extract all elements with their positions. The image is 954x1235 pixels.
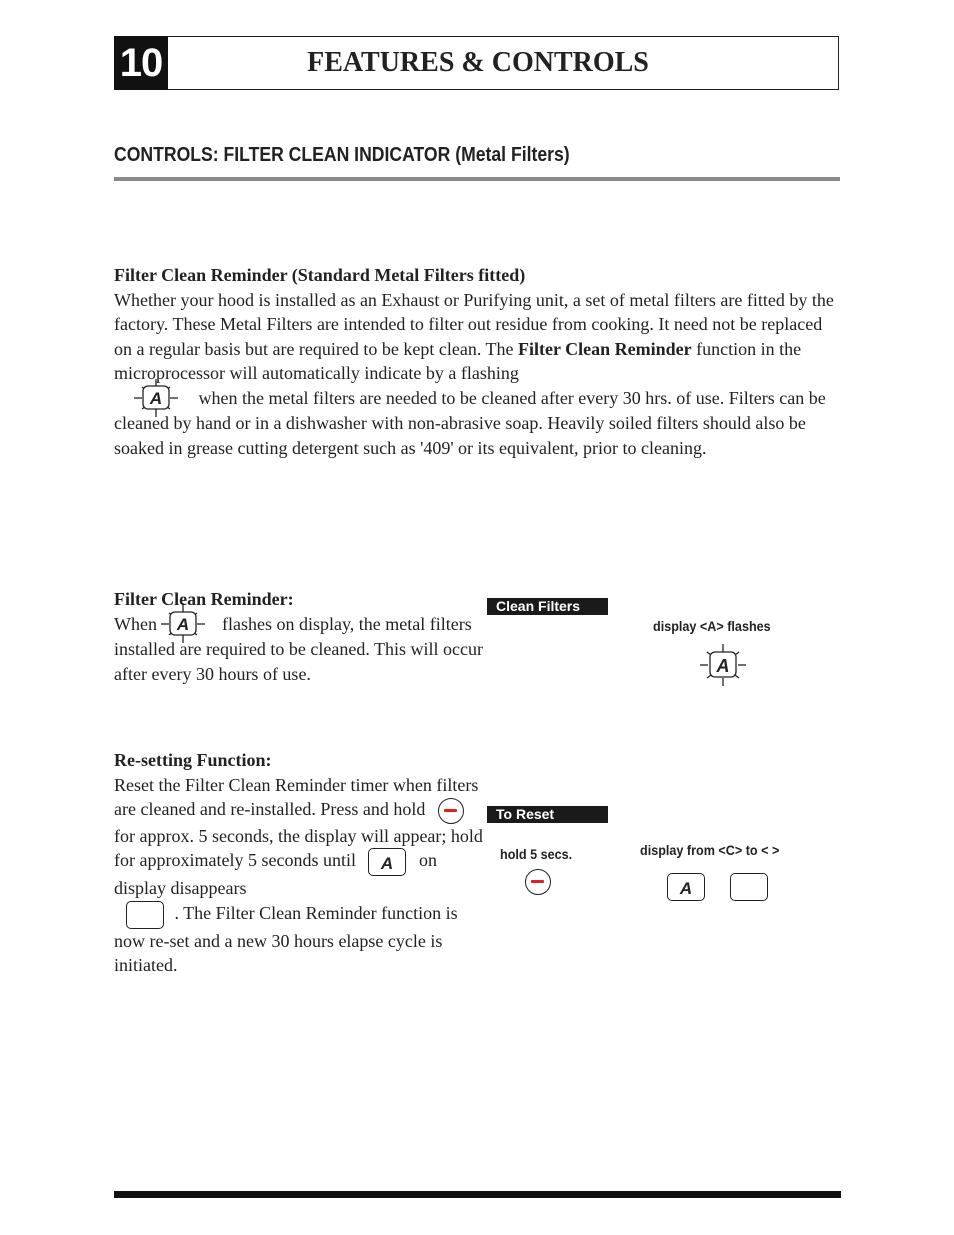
svg-text:A: A: [381, 854, 394, 874]
intro-paragraph: [114, 263, 844, 460]
intro-text-a: Whether your hood is installed as an Exhaust or Purifying unit, a set of metal filters are fitted by the factory. These Metal Filters are intended to filter out residue from cooking. It need not be replaced on a regular basis but are required to be kept clean. The: [114, 289, 834, 359]
display-blank-icon: [126, 901, 164, 929]
intro-text-b: function in the microprocessor will automatically indicate by a flashing: [114, 338, 802, 383]
reminder-heading: Filter Clean Reminder:: [114, 589, 294, 609]
clean-filters-label: Clean Filters: [487, 598, 608, 615]
intro-text-c: when the metal filters are needed to be cleaned after every 30 hrs. of use. Filters can be cleaned by hand or in a dishwasher with non-abrasive soap. Heavily soiled filters should also be soaked in grease cutting detergent such as '409' or its equivalent, prior to cleaning.: [114, 387, 826, 458]
page-title: FEATURES & CONTROLS: [307, 47, 649, 78]
intro-bold: Filter Clean Reminder: [518, 338, 692, 359]
display-change-caption: display from <C> to < >: [640, 842, 780, 858]
reminder-text-a: When: [114, 613, 157, 634]
flashing-display-icon: [698, 644, 748, 688]
section-divider: [114, 177, 840, 181]
display-blank-icon: [730, 873, 768, 901]
reminder-paragraph: [114, 587, 484, 686]
to-reset-label: To Reset: [487, 806, 608, 823]
footer-divider: [114, 1191, 841, 1198]
reset-paragraph: [114, 748, 484, 978]
flashing-display-icon: [114, 387, 194, 411]
chapter-number: 10: [114, 36, 168, 90]
intro-heading: Filter Clean Reminder (Standard Metal Filters fitted): [114, 265, 526, 285]
reset-heading: Re-setting Function:: [114, 750, 272, 770]
reset-text-a: Reset the Filter Clean Reminder timer when filters are cleaned and re-installed. Press and hold: [114, 774, 479, 819]
hold-caption: hold 5 secs.: [500, 846, 573, 862]
svg-text:A: A: [716, 656, 730, 676]
reset-text-c: on display disappears: [114, 850, 437, 899]
reset-text-b: for approx. 5 seconds, the display will appear; hold for approximately 5 seconds until: [114, 825, 483, 871]
svg-text:A: A: [177, 615, 190, 635]
display-flashes-caption: display <A> flashes: [653, 618, 771, 634]
display-a-icon: [368, 848, 406, 876]
minus-button-icon: [438, 798, 464, 824]
svg-text:A: A: [149, 389, 163, 409]
display-a-icon: [667, 873, 705, 901]
minus-button-icon: [525, 869, 551, 895]
svg-text:A: A: [679, 879, 693, 898]
flashing-display-icon: [161, 613, 217, 637]
reminder-text-b: flashes on display, the metal filters installed are required to be cleaned. This will occur after every 30 hours of use.: [114, 613, 484, 684]
section-title: CONTROLS: FILTER CLEAN INDICATOR (Metal Filters): [114, 144, 570, 166]
reset-text-d: . The Filter Clean Reminder function is now re-set and a new 30 hours elapse cycle is initiated.: [114, 903, 458, 976]
